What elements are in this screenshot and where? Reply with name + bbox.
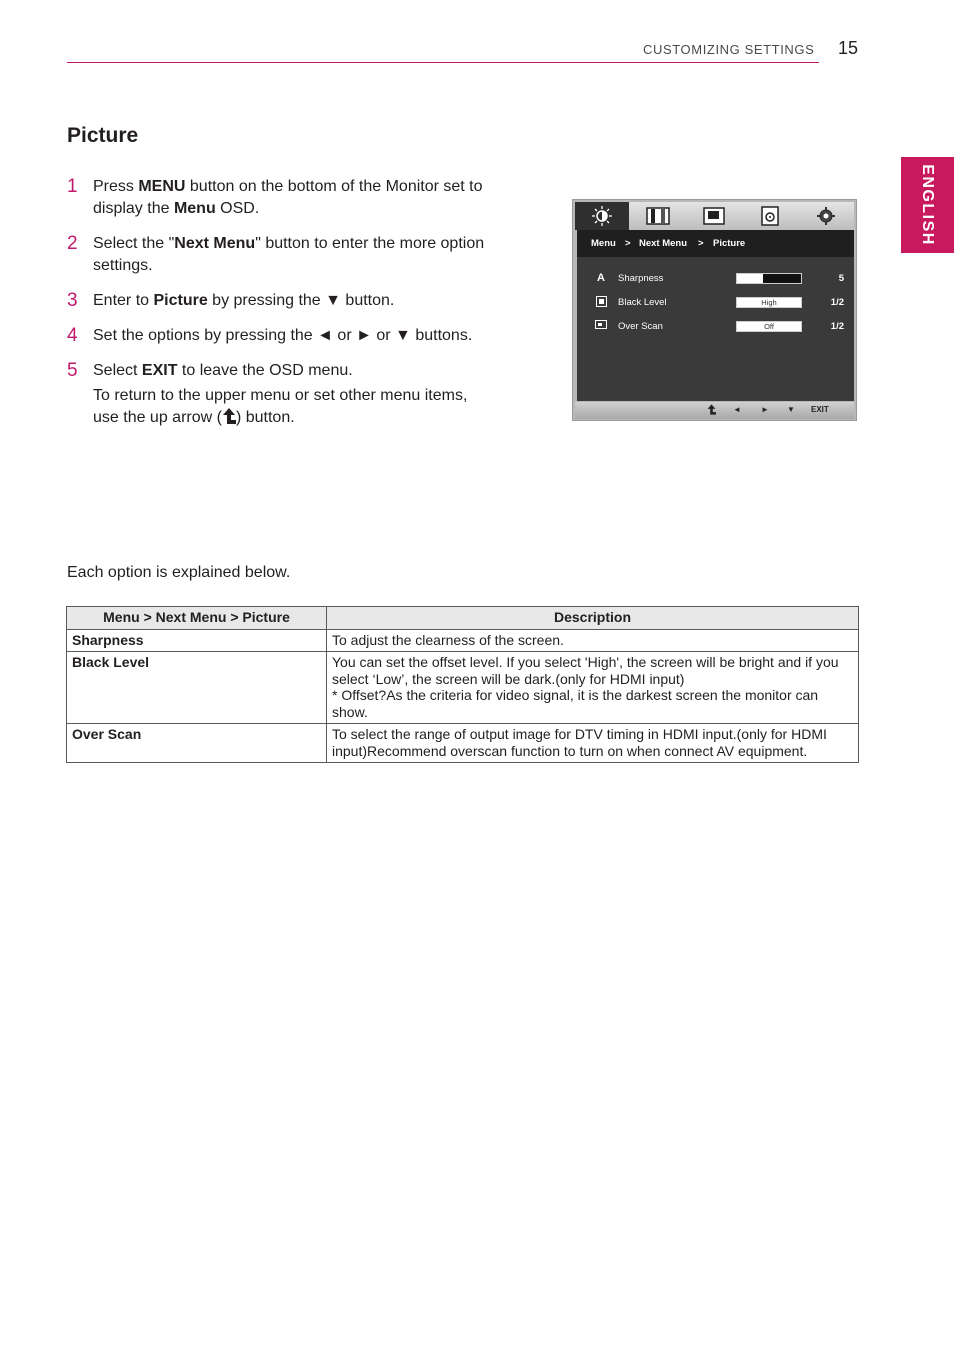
sharpness-slider [736,273,802,284]
step-keyword: Next Menu [174,235,256,252]
step-note [93,385,492,429]
step-text: OSD. [215,200,260,217]
step-text: by pressing the ▼ button. [207,292,395,309]
table-cell-description [327,629,859,652]
osd-breadcrumb [577,230,854,257]
osd-crumb-separator: > [698,238,704,249]
step-1 [67,176,492,220]
osd-row-label: Sharpness [618,273,664,284]
osd-row-value: 5 [838,273,844,284]
osd-button-bar [575,402,854,419]
language-tab [901,157,954,253]
step-keyword: EXIT [141,362,178,379]
step-text: Select [93,362,142,379]
step-4 [67,325,492,347]
osd-crumb-menu: Menu [591,238,616,249]
osd-row-label: Black Level [618,297,667,308]
step-3 [67,290,492,312]
osd-crumb-picture: Picture [713,238,746,249]
description-line: To select the range of output image for DTV timing in HDMI input.(only for HDMI input)Recommend overscan function to turn on when connect AV equipment. [332,726,827,759]
steps-list [67,176,492,442]
table-cell-description [327,724,859,763]
brightness-icon [575,202,629,230]
osd-left-button: ◄ [733,405,741,414]
audio-icon [743,202,797,230]
osd-tab-bar [575,202,854,230]
step-note-text: To return to the upper menu or set other menu items, use the up arrow ( [93,387,468,426]
step-2 [67,233,492,277]
up-arrow-icon [222,408,236,424]
settings-icon [799,202,853,230]
table-row [67,652,859,724]
screen-icon [687,202,741,230]
step-number: 5 [67,360,78,381]
osd-down-button: ▼ [787,405,795,414]
black-level-option: High [736,297,802,308]
header-rule [67,62,819,63]
osd-row-value: 1/2 [830,321,844,332]
language-tab-label: ENGLISH [919,164,937,246]
black-level-icon [595,296,607,308]
step-keyword: MENU [138,178,186,195]
osd-row-label: Over Scan [618,321,663,332]
step-number: 1 [67,176,78,197]
sharpness-slider-fill [737,274,763,283]
table-header-description: Description [327,607,859,630]
step-number: 2 [67,233,78,254]
step-text: Set the options by pressing the ◄ or ► or ▼ buttons. [93,327,473,344]
osd-screenshot [572,199,857,421]
step-note-text: ) button. [235,409,295,426]
osd-crumb-next-menu: Next Menu [639,238,688,249]
table-header-menu: Menu > Next Menu > Picture [67,607,327,630]
options-table [66,606,859,763]
up-arrow-icon [707,404,716,417]
step-5 [67,360,492,429]
osd-exit-button: EXIT [811,405,829,414]
osd-row-sharpness [577,272,854,286]
step-keyword: Picture [153,292,208,309]
description-line: To adjust the clearness of the screen. [332,631,564,648]
osd-row-over-scan [577,320,854,334]
osd-row-value: 1/2 [830,297,844,308]
section-title: CUSTOMIZING SETTINGS [643,42,815,57]
table-header-row [67,607,859,630]
table-row [67,629,859,652]
description-line: You can set the offset level. If you select 'High', the screen will be bright and if you select ‘Low’, the screen will be dark.(only for HDMI input) [332,654,839,687]
step-text: to leave the OSD menu. [177,362,353,379]
intro-text: Each option is explained below. [67,564,291,581]
osd-screen [577,230,854,401]
step-text: Press [93,178,139,195]
osd-crumb-separator: > [625,238,631,249]
table-cell-name: Sharpness [67,629,327,652]
page-title: Picture [67,124,139,147]
page-number: 15 [838,38,859,58]
over-scan-icon [595,320,607,332]
osd-row-black-level [577,296,854,310]
step-number: 3 [67,290,78,311]
color-icon [631,202,685,230]
step-keyword: Menu [173,200,216,217]
table-cell-name: Over Scan [67,724,327,763]
table-row [67,724,859,763]
step-text: Select the " [93,235,175,252]
step-number: 4 [67,325,78,346]
osd-right-button: ► [761,405,769,414]
step-text: Enter to [93,292,154,309]
step-text: button on the bottom of the Monitor set to display the [93,178,483,217]
over-scan-option: Off [736,321,802,332]
sharpness-icon: A [597,272,605,284]
table-cell-name: Black Level [67,652,327,724]
description-line: * Offset?As the criteria for video signal, it is the darkest screen the monitor can show. [332,687,819,720]
step-text: " button to enter the more option settings. [93,235,485,274]
table-cell-description [327,652,859,724]
